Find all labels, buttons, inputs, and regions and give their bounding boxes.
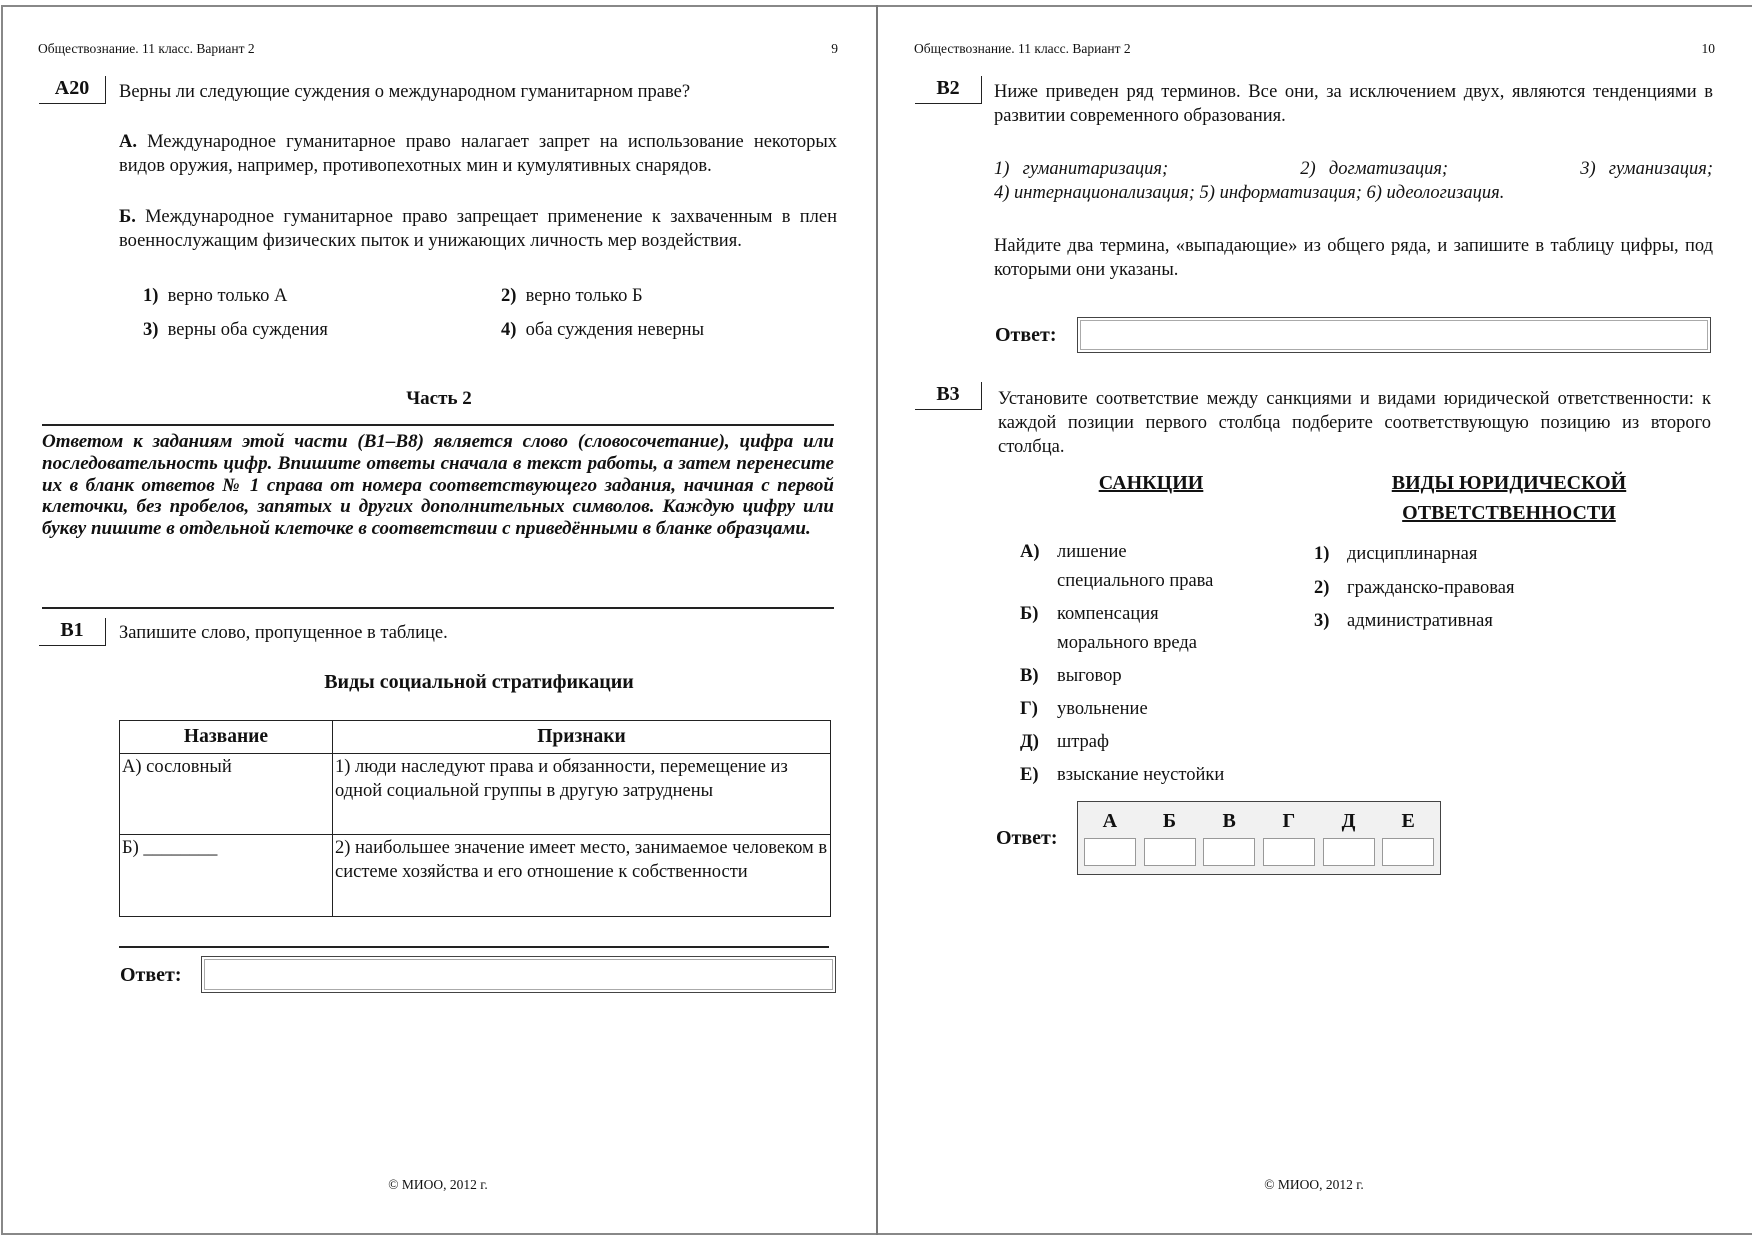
b2-terms-line2: 4) интернационализация; 5) информатизация; 6) идеологизация.: [994, 183, 1505, 203]
item-text: увольнение: [1057, 699, 1148, 719]
column-header: Название: [120, 721, 333, 754]
sanctions-list: [1020, 538, 1224, 790]
item-num: 1): [1314, 544, 1330, 564]
type-item: [1314, 572, 1514, 606]
column-letter: Е: [1401, 810, 1415, 832]
liability-column-title: [1359, 468, 1659, 528]
answer-column: [1140, 804, 1200, 872]
sanction-item: [1020, 662, 1224, 691]
type-item: [1314, 538, 1514, 572]
stratification-table: [119, 720, 831, 917]
a20-question: Верны ли следующие суждения о международном гуманитарном праве?: [119, 82, 691, 102]
answer-cell[interactable]: [1084, 838, 1136, 866]
column-letter: Б: [1162, 810, 1177, 832]
a20-option-4[interactable]: [501, 318, 704, 342]
page-divider: [876, 5, 878, 1235]
item-letter: Б): [1020, 604, 1039, 624]
page-number: 9: [831, 41, 838, 56]
b3-question: Установите соответствие между санкциями и видами юридической ответственности: к каждой позиции первого столбца подберите соответствующую позицию из второго столбца.: [998, 389, 1711, 457]
liability-types-list: [1314, 538, 1514, 639]
item-text: штраф: [1057, 732, 1110, 752]
b2-question: Ниже приведен ряд терминов. Все они, за исключением двух, являются тенденциями в развитии современного образования.: [994, 82, 1713, 126]
statement-b-label: Б.: [119, 207, 136, 227]
b1-question: Запишите слово, пропущенное в таблице.: [119, 623, 448, 643]
answer-cell[interactable]: [1263, 838, 1315, 866]
answer-label: Ответ:: [120, 964, 182, 986]
task-label-b2: В2: [915, 76, 982, 104]
part2-title: Часть 2: [406, 388, 472, 409]
a20-option-3[interactable]: [143, 318, 328, 342]
column-letter: Д: [1341, 810, 1356, 832]
b2-instruction: Найдите два термина, «выпадающие» из общего ряда, и запишите в таблицу цифры, под которыми они указаны.: [994, 236, 1713, 280]
answer-cell[interactable]: [1144, 838, 1196, 866]
type-item: [1314, 605, 1514, 639]
b1-answer-field[interactable]: [201, 956, 836, 993]
option-num: 4): [501, 320, 517, 340]
b3-answer-grid: [1077, 801, 1441, 875]
item-text: административная: [1347, 611, 1493, 631]
title-line: ОТВЕТСТВЕННОСТИ: [1402, 502, 1616, 524]
item-text: лишение: [1057, 542, 1127, 562]
item-text: дисциплинарная: [1347, 544, 1478, 564]
column-letter: Г: [1282, 810, 1296, 832]
answer-label: Ответ:: [995, 324, 1057, 346]
column-letter: В: [1222, 810, 1236, 832]
answer-column: [1319, 804, 1379, 872]
table-title: Виды социальной стратификации: [324, 671, 634, 693]
page-number: 10: [1701, 41, 1715, 56]
item-text: взыскание неустойки: [1057, 765, 1225, 785]
answer-label: Ответ:: [996, 827, 1058, 849]
statement-b-text: Международное гуманитарное право запрещает применение к захваченным в плен военнослужащим физических пыток и унижающих личность мер воздействия.: [119, 207, 837, 251]
answer-column: [1199, 804, 1259, 872]
divider-line: [119, 946, 829, 948]
option-num: 1): [143, 286, 159, 306]
sanctions-column-title: САНКЦИИ: [1098, 472, 1204, 494]
item-text: компенсация: [1057, 604, 1159, 624]
a20-option-1[interactable]: [143, 284, 287, 308]
option-text: верно только А: [167, 286, 288, 306]
sanction-item: [1020, 538, 1224, 596]
a20-statement-b: [119, 205, 837, 253]
b2-terms-line1: 1) гуманитаризация; 2) догматизация; 3) гуманизация;: [994, 159, 1713, 179]
option-num: 2): [501, 286, 517, 306]
statement-a-label: А.: [119, 132, 137, 152]
a20-option-2[interactable]: [501, 284, 643, 308]
item-text: выговор: [1057, 666, 1122, 686]
page-header: Обществознание. 11 класс. Вариант 2: [38, 41, 255, 56]
item-letter: В): [1020, 666, 1039, 686]
sanction-item: [1020, 695, 1224, 724]
answer-cell[interactable]: [1382, 838, 1434, 866]
table-cell: А) сословный: [120, 754, 333, 835]
column-header: Признаки: [333, 721, 831, 754]
divider-line: [42, 607, 834, 609]
table-row: [120, 835, 831, 917]
item-letter: А): [1020, 542, 1040, 562]
answer-column: [1378, 804, 1438, 872]
table-cell: 2) наибольшее значение имеет место, занимаемое человеком в системе хозяйства и его отношение к собственности: [333, 835, 831, 917]
answer-cell[interactable]: [1203, 838, 1255, 866]
answer-column: [1259, 804, 1319, 872]
item-letter: Г): [1020, 699, 1038, 719]
sanction-item: [1020, 600, 1224, 658]
option-num: 3): [143, 320, 159, 340]
part2-instructions: Ответом к заданиям этой части (В1–В8) является слово (словосочетание), цифра или последовательность цифр. Впишите ответы сначала в текст работы, а затем перенесите их в бланк ответов № 1 справа от номера соответствующего задания, начиная с первой клеточки, без пробелов, запятых и других дополнительных символов. Каждую цифру или букву пишите в отдельной клеточке в соответствии с приведёнными в бланке образцами.: [42, 431, 834, 540]
table-row: [120, 754, 831, 835]
sanction-item: [1020, 728, 1224, 757]
item-num: 2): [1314, 577, 1330, 598]
task-label-b1: В1: [39, 618, 106, 646]
answer-column: [1080, 804, 1140, 872]
column-letter: А: [1102, 810, 1118, 832]
page-header: Обществознание. 11 класс. Вариант 2: [914, 41, 1131, 56]
sanction-item: [1020, 761, 1224, 790]
item-text: специального права: [1057, 571, 1214, 591]
item-letter: Д): [1020, 732, 1039, 752]
option-text: оба суждения неверны: [525, 320, 705, 340]
task-label-b3: В3: [915, 382, 982, 410]
option-text: верны оба суждения: [167, 320, 328, 340]
task-label-a20: А20: [39, 76, 106, 104]
title-line: ВИДЫ ЮРИДИЧЕСКОЙ: [1391, 472, 1627, 494]
page-footer: © МИОО, 2012 г.: [1264, 1177, 1364, 1192]
table-cell-blank: Б) ________: [120, 835, 333, 917]
a20-statement-a: [119, 130, 837, 178]
item-num: 3): [1314, 611, 1330, 631]
item-text: морального вреда: [1057, 633, 1197, 653]
divider-line: [42, 424, 834, 426]
option-text: верно только Б: [525, 286, 643, 306]
b2-answer-field[interactable]: [1077, 317, 1711, 353]
answer-cell[interactable]: [1323, 838, 1375, 866]
item-letter: Е): [1020, 765, 1039, 785]
table-cell: 1) люди наследуют права и обязанности, перемещение из одной социальной группы в другую затруднены: [333, 754, 831, 835]
statement-a-text: Международное гуманитарное право налагает запрет на использование некоторых видов оружия, например, противопехотных мин и кумулятивных снарядов.: [119, 132, 837, 176]
table-header-row: [120, 721, 831, 754]
page-footer: © МИОО, 2012 г.: [388, 1177, 488, 1192]
item-text: гражданско-правовая: [1347, 577, 1515, 598]
